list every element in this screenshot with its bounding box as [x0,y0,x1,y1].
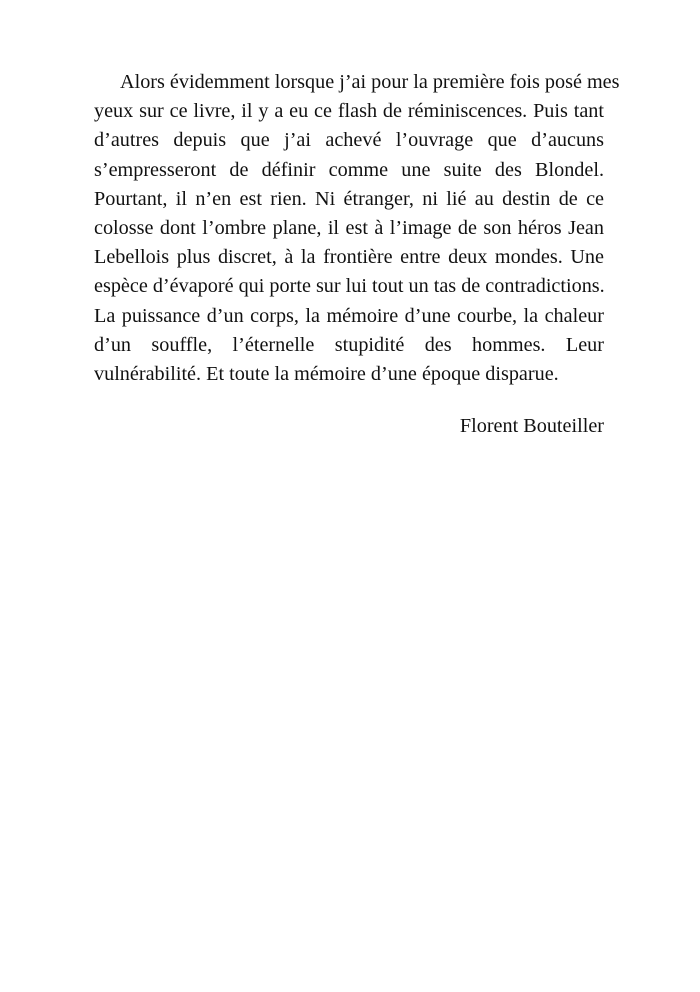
paragraph-line: La puissance d’un corps, la mémoire d’une courbe, la chaleur [94,304,604,327]
paragraph-line: espèce d’évaporé qui porte sur lui tout un tas de contradictions. [94,275,605,298]
preface-paragraph [94,68,620,389]
paragraph-line: s’empresseront de définir comme une suite des Blondel. [94,158,604,181]
paragraph-line: yeux sur ce livre, il y a eu ce flash de réminiscences. Puis tant [94,100,604,123]
page-body [94,68,620,441]
paragraph-line: Pourtant, il n’en est rien. Ni étranger, ni lié au destin de ce [94,187,604,210]
paragraph-line: Lebellois plus discret, à la frontière entre deux mondes. Une [94,246,604,269]
paragraph-line: vulnérabilité. Et toute la mémoire d’une époque disparue. [94,363,559,386]
paragraph-line: d’un souffle, l’éternelle stupidité des hommes. Leur [94,333,604,356]
author-signature: Florent Bouteiller [459,415,604,438]
paragraph-line: colosse dont l’ombre plane, il est à l’image de son héros Jean [94,217,604,240]
paragraph-line: d’autres depuis que j’ai achevé l’ouvrage que d’aucuns [94,129,604,152]
paragraph-line: Alors évidemment lorsque j’ai pour la première fois posé mes [120,71,620,93]
